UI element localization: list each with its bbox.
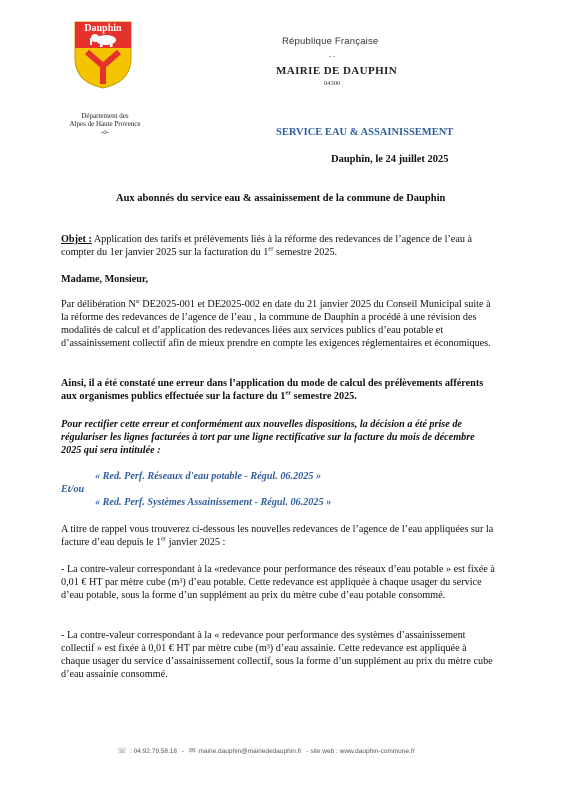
footer-website[interactable]: - site web : www.dauphin-commune.fr	[306, 748, 415, 755]
objet-sup: er	[268, 245, 274, 253]
para4-text-b: janvier 2025 :	[166, 537, 226, 548]
footer-phone: : 04.92.79.58.18	[130, 748, 178, 755]
email-icon: ✉	[188, 746, 196, 755]
objet-paragraph	[61, 233, 496, 259]
department-line-3: -o-	[100, 128, 110, 136]
paragraph-deliberation: Par délibération N° DE2025-001 et DE2025-002 en date du 21 janvier 2025 du Conseil Municipal suite à la réforme des redevances de l’agence de l’eau , la commune de Dauphin a procédé à une révision des modalités de calcul et d’application des redevances liées aux services publics d’eau potable et d’assainissement collectif afin de mieux prendre en compte les exigences réglementaires et économiques.	[61, 299, 491, 349]
footer-email[interactable]: mairie.dauphin@mairiededauphin.fr	[198, 748, 302, 755]
para4-text-a: A titre de rappel vous trouverez ci-dessous les nouvelles redevances de l’agence de l’eau appliquées sur la facture d’eau depuis le 1	[61, 524, 494, 548]
letter-heading: Aux abonnés du service eau & assainissement de la commune de Dauphin	[116, 193, 446, 204]
para4-sup: er	[161, 535, 167, 543]
objet-label: Objet :	[61, 234, 92, 245]
republique-francaise: République Française	[282, 36, 379, 47]
coat-of-arms-logo	[73, 20, 133, 90]
para2-sup: er	[285, 389, 292, 397]
postal-code: 04300	[324, 80, 341, 87]
letter-date: Dauphin, le 24 juillet 2025	[331, 154, 449, 165]
phone-icon: ☏	[117, 746, 128, 755]
svg-text:Dauphin: Dauphin	[84, 23, 122, 34]
department-line-2: Alpes de Haute Provence	[69, 120, 141, 128]
objet-text-2: semestre 2025.	[273, 247, 338, 258]
salutation: Madame, Monsieur,	[61, 274, 149, 285]
line-item-assainissement: « Red. Perf. Systèmes Assainissement - Régul. 06.2025 »	[95, 497, 332, 508]
header-dashes: - -	[329, 52, 336, 60]
paragraph-rappel	[61, 523, 496, 549]
footer	[117, 746, 418, 755]
paragraph-rectification: Pour rectifier cette erreur et conformément aux nouvelles dispositions, la décision a été prise de régulariser les lignes facturées à tort par une ligne rectificative sur la facture du mois de décembre 2025 qui sera intitulée :	[61, 419, 475, 456]
department-line-1: Département des	[81, 112, 129, 120]
para2-text-b: semestre 2025.	[291, 391, 357, 402]
footer-separator: -	[181, 748, 184, 755]
paragraph-redevance-assainissement: - La contre-valeur correspondant à la « redevance pour performance des systèmes d’assainissement collectif » est fixée à 0,01 € HT par mètre cube (m³) d’eau assainie. Cette redevance est appliquée à chaque usager du service d’assainissement collectif, sous la forme d’un supplément au prix du mètre cube d’eau assainie consommé.	[61, 630, 493, 680]
paragraph-redevance-reseaux: - La contre-valeur correspondant à la «redevance pour performance des réseaux d’eau potable » est fixée à 0,01 € HT par mètre cube (m³) d’eau potable. Cette redevance est appliquée à chaque usager du service d’eau potable, sous la forme d’un supplément au prix du mètre cube d’eau potable consommé.	[61, 564, 495, 601]
objet-text-1: Application des tarifs et prélèvements liés à la réforme des redevances de l’agence de l’eau à compter du 1er janvier 2025 sur la facturation du 1	[61, 234, 472, 258]
department-block	[50, 112, 160, 136]
line-item-reseaux: « Red. Perf. Réseaux d'eau potable - Régul. 06.2025 »	[95, 471, 322, 482]
service-title: SERVICE EAU & ASSAINISSEMENT	[276, 127, 454, 138]
para2-text-a: Ainsi, il a été constaté une erreur dans l’application du mode de calcul des prélèvements afférents aux organismes publics effectuée sur la facture du 1	[61, 378, 484, 402]
mairie-title: MAIRIE DE DAUPHIN	[276, 65, 398, 77]
paragraph-erreur	[61, 377, 496, 403]
etou-label: Et/ou	[61, 484, 85, 495]
